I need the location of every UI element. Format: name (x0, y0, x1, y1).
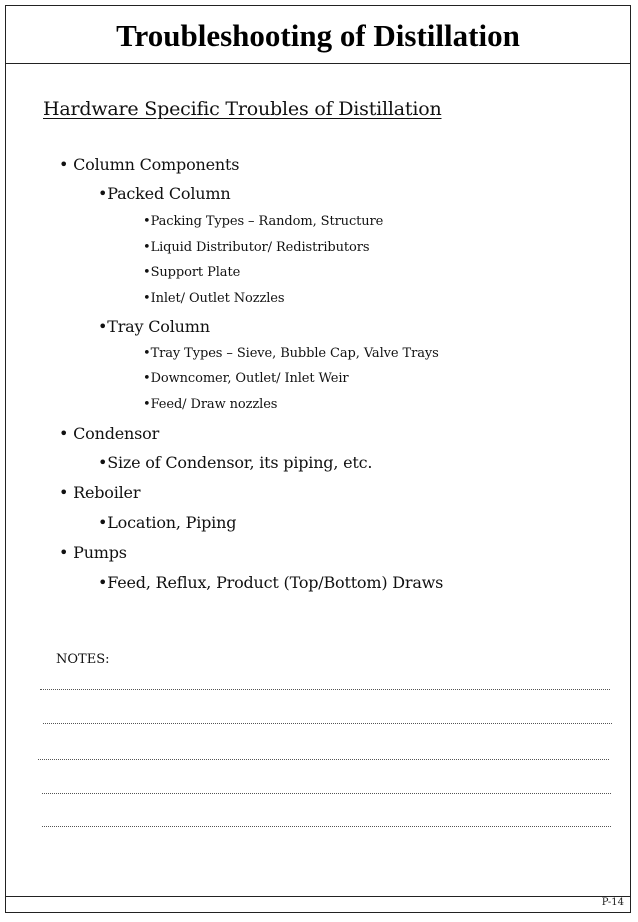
outline-item-packed-column: •Packed Column (98, 184, 231, 203)
page-title: Troubleshooting of Distillation (116, 18, 520, 53)
outline-item-downcomer: •Downcomer, Outlet/ Inlet Weir (143, 371, 349, 386)
notes-label: NOTES: (56, 652, 110, 667)
outline-item-pumps: • Pumps (59, 543, 127, 562)
footer-divider (6, 896, 630, 897)
outline-item-feed-draw-nozzles: •Feed/ Draw nozzles (143, 397, 278, 412)
outline-item-tray-types: •Tray Types – Sieve, Bubble Cap, Valve Trays (143, 346, 439, 361)
section-subtitle: Hardware Specific Troubles of Distillation (43, 98, 442, 120)
notes-line (42, 793, 611, 794)
notes-line (38, 759, 609, 760)
outline-item-liquid-distributor: •Liquid Distributor/ Redistributors (143, 240, 370, 255)
notes-line (42, 826, 611, 827)
outline-item-support-plate: •Support Plate (143, 265, 241, 280)
title-bar (6, 6, 630, 64)
outline-item-packing-types: •Packing Types – Random, Structure (143, 214, 384, 229)
outline-item-condensor-size: •Size of Condensor, its piping, etc. (98, 453, 373, 472)
outline-item-inlet-outlet-nozzles: •Inlet/ Outlet Nozzles (143, 291, 285, 306)
outline-item-tray-column: •Tray Column (98, 317, 210, 336)
outline-item-column-components: • Column Components (59, 155, 240, 174)
outline-item-reboiler: • Reboiler (59, 483, 141, 502)
notes-line (43, 723, 612, 724)
outline-item-condensor: • Condensor (59, 424, 160, 443)
outline-item-pumps-draws: •Feed, Reflux, Product (Top/Bottom) Draws (98, 573, 444, 592)
page-number: P-14 (601, 897, 624, 908)
notes-line (40, 689, 610, 690)
outline-item-reboiler-location: •Location, Piping (98, 513, 237, 532)
